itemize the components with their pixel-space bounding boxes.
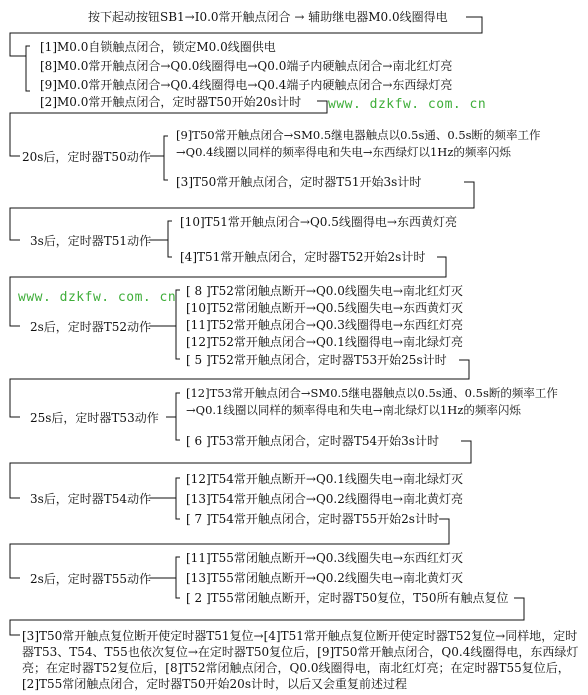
s6-item-2: [13]T55常闭触点断开→Q0.2线圈失电→南北黄灯灭 xyxy=(186,571,463,585)
s6-item-1: [11]T55常闭触点断开→Q0.3线圈失电→东西红灯灭 xyxy=(186,551,463,565)
s3-item-4: [12]T52常开触点闭合→Q0.1线圈得电→南北绿灯亮 xyxy=(186,335,463,349)
s0-item-2: [8]M0.0常开触点闭合→Q0.0线圈得电→Q0.0端子内硬触点闭合→南北红灯亮 xyxy=(40,59,453,73)
s3-item-2: [10]T52常闭触点断开→Q0.5线圈失电→东西黄灯灭 xyxy=(186,301,463,315)
s4-item-1: [12]T53常开触点闭合→SM0.5继电器触点以0.5s通、0.5s断的频率工作 xyxy=(186,386,558,400)
s0-item-4: [2]M0.0常开触点闭合，定时器T50开始20s计时 xyxy=(40,95,302,109)
brace-s5 xyxy=(150,478,180,519)
brace-s1 xyxy=(150,136,168,180)
s3-label: 2s后，定时器T52动作 xyxy=(30,320,152,334)
s5-item-3: [ 7 ]T54常开触点闭合，定时器T55开始2s计时 xyxy=(186,512,439,526)
s2-item-2: [4]T51常开触点闭合，定时器T52开始2s计时 xyxy=(180,250,426,264)
s4-label: 25s后，定时器T53动作 xyxy=(30,411,159,425)
s4-item-2: →Q0.1线圈以同样的频率得电和失电→南北绿灯以1Hz的频率闪烁 xyxy=(186,403,521,417)
s1-item-3: [3]T50常开触点闭合，定时器T51开始3s计时 xyxy=(176,175,422,189)
connector-s4-s5 xyxy=(10,441,471,498)
s3-item-3: [11]T52常开触点闭合→Q0.3线圈得电→东西红灯亮 xyxy=(186,318,463,332)
s2-item-1: [10]T51常开触点闭合→Q0.5线圈得电→东西黄灯亮 xyxy=(180,215,457,229)
brace-s6 xyxy=(150,557,180,598)
s0-item-3: [9]M0.0常开触点闭合→Q0.4线圈得电→Q0.4端子内硬触点闭合→东西绿灯亮 xyxy=(40,78,453,92)
s6-item-3: [ 2 ]T55常闭触点断开，定时器T50复位，T50所有触点复位 xyxy=(186,591,509,605)
connector-s1-s2 xyxy=(10,182,474,240)
s3-item-1: [ 8 ]T52常闭触点断开→Q0.0线圈失电→南北红灯灭 xyxy=(186,284,463,298)
s5-item-1: [12]T54常开触点断开→Q0.1线圈失电→南北绿灯灭 xyxy=(186,472,463,486)
s1-item-2: →Q0.4线圈以同样的频率得电和失电→东西绿灯以1Hz的频率闪烁 xyxy=(176,145,511,159)
s3-item-5: [ 5 ]T52常开触点闭合，定时器T53开始25s计时 xyxy=(186,353,447,367)
start-text: 按下起动按钮SB1→I0.0常开触点闭合 → 辅助继电器M0.0线圈得电 xyxy=(88,10,448,24)
s5-label: 3s后，定时器T54动作 xyxy=(30,492,152,506)
watermark-1: www. dzkfw. com. cn xyxy=(328,97,487,112)
s6-label: 2s后，定时器T55动作 xyxy=(30,572,152,586)
brace-s0 xyxy=(20,46,30,91)
watermark-2: www. dzkfw. com. cn xyxy=(18,290,177,305)
brace-s4 xyxy=(166,393,180,440)
s5-item-2: [13]T54常开触点闭合→Q0.2线圈得电→南北黄灯亮 xyxy=(186,492,463,506)
footer-summary: [3]T50常开触点复位断开使定时器T51复位→[4]T51常开触点复位断开使定时器T52复位→同样地，定时器T53、T54、T55也依次复位→在定时器T50复位后，[9]T50常开触点闭合，Q0.4线圈得电，东西绿灯亮；在定时器T52复位后，[8]T52常闭触点闭合，Q0.0线圈得电，南北红灯亮；在定时器T55复位后，[2]T55常闭触点闭合，定时器T50开始20s计时，以后又会重复前述过程 xyxy=(22,629,579,691)
s4-item-3: [ 6 ]T53常开触点闭合，定时器T54开始3s计时 xyxy=(186,434,439,448)
brace-s2 xyxy=(150,221,172,257)
s2-label: 3s后，定时器T51动作 xyxy=(30,234,152,248)
s1-label: 20s后，定时器T50动作 xyxy=(22,150,151,164)
connector-s5-s6 xyxy=(10,519,449,578)
s1-item-1: [9]T50常开触点闭合→SM0.5继电器触点以0.5s通、0.5s断的频率工作 xyxy=(176,128,541,142)
s0-item-1: [1]M0.0自锁触点闭合，锁定M0.0线圈供电 xyxy=(40,40,276,54)
